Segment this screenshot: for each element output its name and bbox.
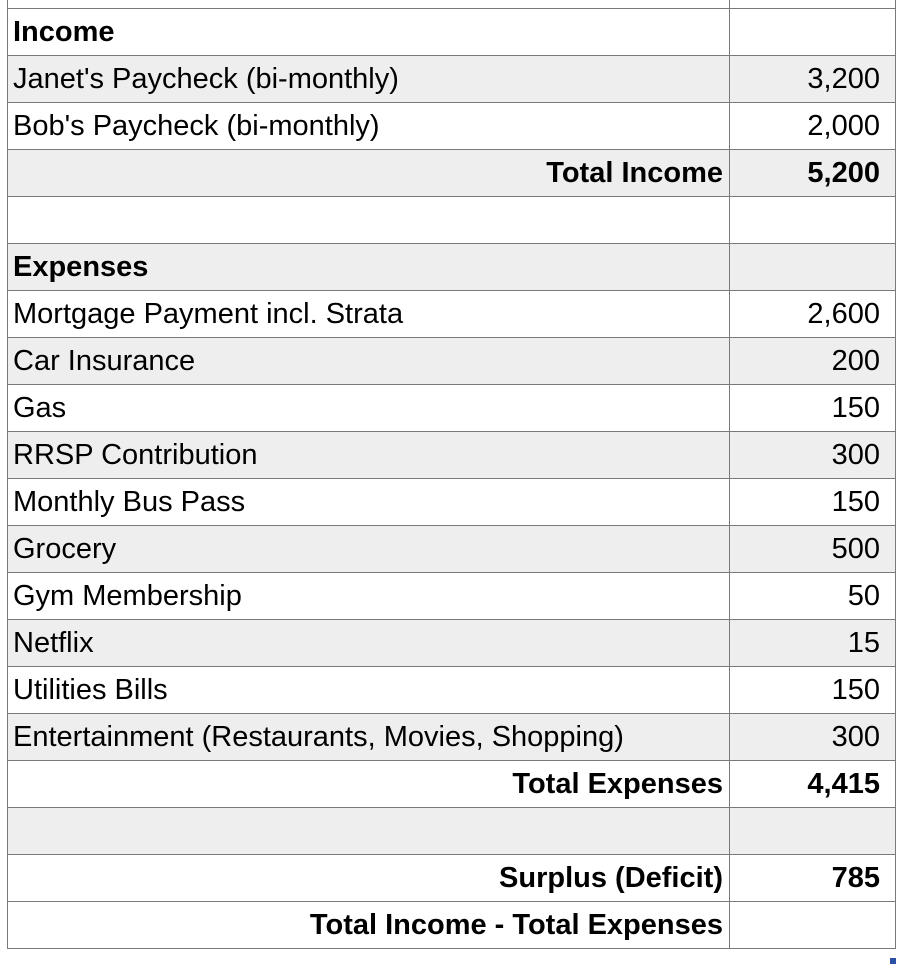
table-row — [7, 667, 896, 714]
value-cell[interactable] — [729, 808, 896, 854]
table-row — [7, 714, 896, 761]
table-row — [7, 385, 896, 432]
label-cell[interactable]: Monthly Bus Pass — [7, 479, 729, 525]
value-cell[interactable] — [729, 197, 896, 243]
label-cell[interactable]: Total Income - Total Expenses — [7, 902, 729, 948]
label-cell[interactable]: Gym Membership — [7, 573, 729, 619]
table-row — [7, 150, 896, 197]
value-cell[interactable]: 200 — [729, 338, 896, 384]
label-cell[interactable]: Income — [7, 9, 729, 55]
value-cell[interactable]: 4,415 — [729, 761, 896, 807]
label-cell-stub[interactable] — [7, 0, 729, 9]
table-row — [7, 291, 896, 338]
table-row — [7, 244, 896, 291]
label-cell[interactable]: Mortgage Payment incl. Strata — [7, 291, 729, 337]
label-cell[interactable]: RRSP Contribution — [7, 432, 729, 478]
value-cell[interactable]: 300 — [729, 714, 896, 760]
value-cell[interactable]: 150 — [729, 479, 896, 525]
table-row — [7, 526, 896, 573]
table-row — [7, 56, 896, 103]
label-cell[interactable] — [7, 808, 729, 854]
value-cell[interactable]: 785 — [729, 855, 896, 901]
label-cell[interactable]: Car Insurance — [7, 338, 729, 384]
table-row — [7, 432, 896, 479]
value-cell[interactable] — [729, 244, 896, 290]
label-cell[interactable]: Grocery — [7, 526, 729, 572]
table-row — [7, 103, 896, 150]
previous-row-stub — [7, 0, 896, 9]
value-cell[interactable]: 150 — [729, 385, 896, 431]
value-cell[interactable]: 50 — [729, 573, 896, 619]
value-cell-stub[interactable] — [729, 0, 896, 9]
value-cell[interactable]: 500 — [729, 526, 896, 572]
label-cell[interactable]: Utilities Bills — [7, 667, 729, 713]
label-cell[interactable]: Expenses — [7, 244, 729, 290]
table-row — [7, 197, 896, 244]
table-row — [7, 902, 896, 949]
label-cell[interactable]: Entertainment (Restaurants, Movies, Shopping) — [7, 714, 729, 760]
label-cell[interactable]: Bob's Paycheck (bi-monthly) — [7, 103, 729, 149]
budget-spreadsheet — [7, 8, 896, 949]
fill-handle-icon[interactable] — [890, 958, 896, 964]
value-cell[interactable]: 2,000 — [729, 103, 896, 149]
value-cell[interactable]: 300 — [729, 432, 896, 478]
label-cell[interactable]: Surplus (Deficit) — [7, 855, 729, 901]
table-row — [7, 9, 896, 56]
value-cell[interactable] — [729, 9, 896, 55]
value-cell[interactable]: 5,200 — [729, 150, 896, 196]
value-cell[interactable]: 2,600 — [729, 291, 896, 337]
table-row — [7, 479, 896, 526]
value-cell[interactable]: 15 — [729, 620, 896, 666]
value-cell[interactable] — [729, 902, 896, 948]
label-cell[interactable]: Gas — [7, 385, 729, 431]
table-row — [7, 761, 896, 808]
value-cell[interactable]: 150 — [729, 667, 896, 713]
table-row — [7, 338, 896, 385]
value-cell[interactable]: 3,200 — [729, 56, 896, 102]
label-cell[interactable]: Total Income — [7, 150, 729, 196]
table-row — [7, 573, 896, 620]
label-cell[interactable]: Janet's Paycheck (bi-monthly) — [7, 56, 729, 102]
label-cell[interactable]: Total Expenses — [7, 761, 729, 807]
table-row — [7, 620, 896, 667]
label-cell[interactable]: Netflix — [7, 620, 729, 666]
label-cell[interactable] — [7, 197, 729, 243]
table-row — [7, 808, 896, 855]
table-row — [7, 855, 896, 902]
